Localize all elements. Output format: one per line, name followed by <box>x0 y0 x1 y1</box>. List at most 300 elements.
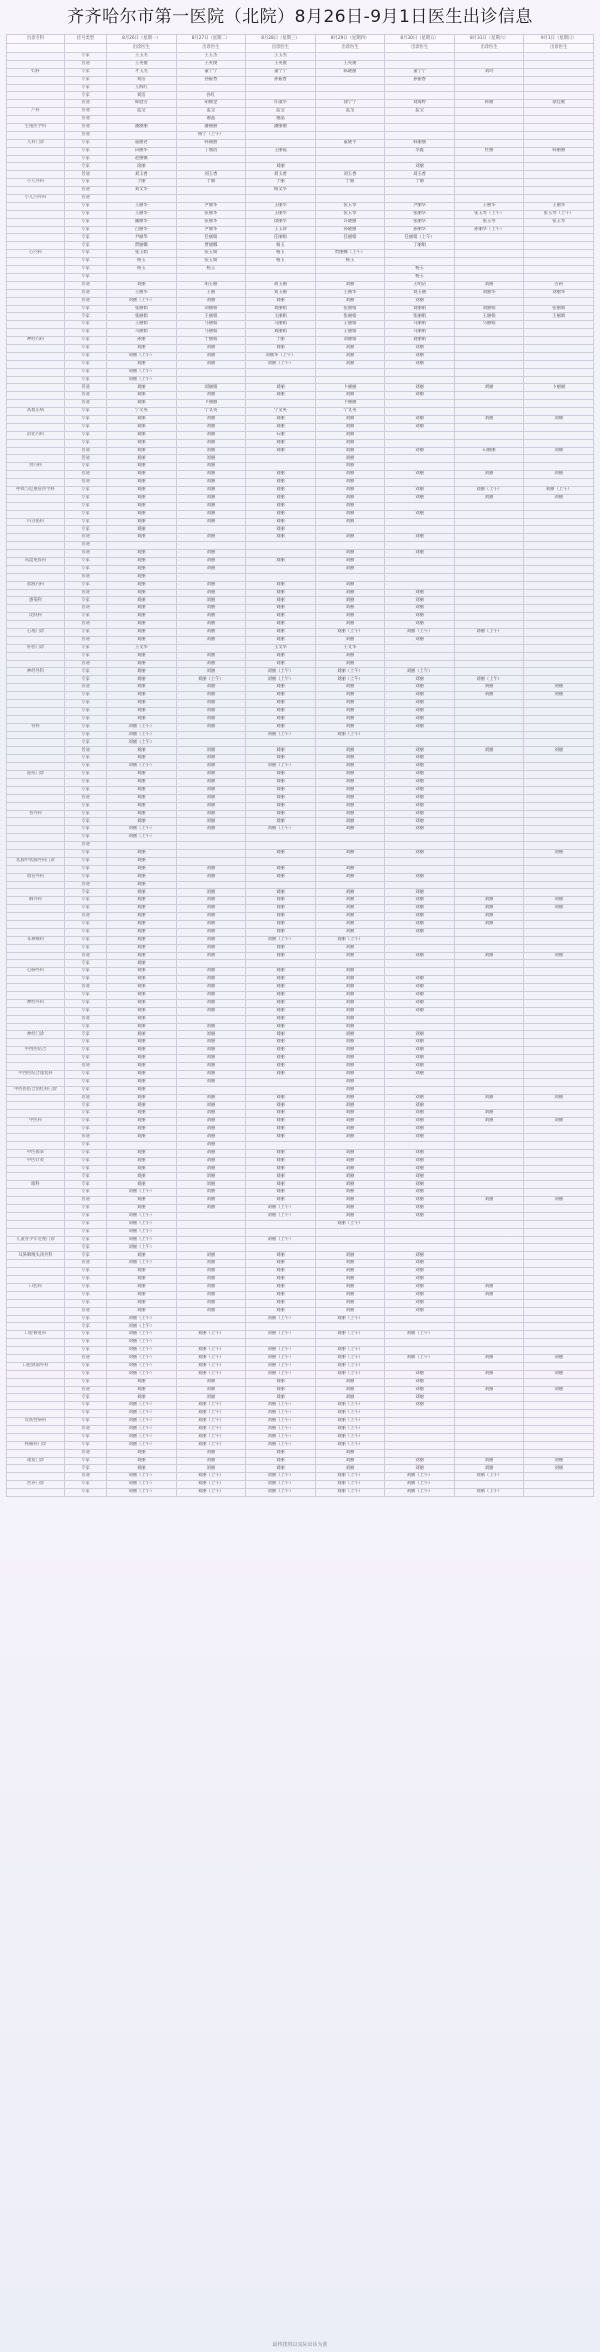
table-row <box>7 202 594 210</box>
doctor-cell <box>524 1268 594 1276</box>
doctor-cell: 董宁宁 <box>385 68 455 76</box>
type-cell: 专家 <box>65 234 107 242</box>
doctor-cell <box>315 155 385 163</box>
doctor-cell: 刘丽 <box>176 1031 246 1039</box>
doctor-cell: 刘丽 <box>107 1157 177 1165</box>
table-row <box>7 676 594 684</box>
doctor-cell: 刘丽 <box>454 684 524 692</box>
type-cell: 普通 <box>65 1063 107 1071</box>
type-cell: 专家 <box>65 494 107 502</box>
dept-cell <box>7 976 65 984</box>
doctor-cell: 刘丽 <box>176 1173 246 1181</box>
doctor-cell <box>454 1449 524 1457</box>
doctor-cell: 刘丽 <box>385 873 455 881</box>
doctor-cell <box>454 534 524 542</box>
table-row <box>7 195 594 203</box>
doctor-cell <box>454 707 524 715</box>
dept-cell <box>7 1410 65 1418</box>
type-cell: 普通 <box>65 621 107 629</box>
doctor-cell: 刘丽 <box>246 1126 316 1134</box>
doctor-cell: 刘丽 <box>176 991 246 999</box>
doctor-cell: 马丽娟 <box>246 321 316 329</box>
doctor-cell: 刘丽 <box>385 1039 455 1047</box>
doctor-cell: 刘丽 <box>246 700 316 708</box>
dept-cell <box>7 1078 65 1086</box>
type-cell: 专家 <box>65 1244 107 1252</box>
table-row <box>7 439 594 447</box>
doctor-cell: 刘丽（上午） <box>107 368 177 376</box>
doctor-cell <box>315 1141 385 1149</box>
table-row <box>7 1078 594 1086</box>
type-cell: 普通 <box>65 281 107 289</box>
doctor-cell: 刘丽 <box>315 1260 385 1268</box>
doctor-cell <box>454 1015 524 1023</box>
doctor-cell <box>385 463 455 471</box>
doctor-cell <box>524 558 594 566</box>
doctor-cell: 刘丽 <box>385 360 455 368</box>
doctor-cell: 刘丽 <box>385 889 455 897</box>
doctor-cell <box>524 431 594 439</box>
doctor-cell <box>454 581 524 589</box>
doctor-cell <box>524 195 594 203</box>
doctor-cell: 刘丽（上午） <box>246 1418 316 1426</box>
doctor-cell: 刘丽 <box>176 1157 246 1165</box>
doctor-cell: 刘丽（上午） <box>246 668 316 676</box>
table-row <box>7 337 594 345</box>
doctor-cell: 刘丽 <box>107 384 177 392</box>
dept-cell <box>7 1370 65 1378</box>
doctor-cell <box>176 849 246 857</box>
doctor-cell: 韩丽丽 <box>176 139 246 147</box>
doctor-cell: 刘丽（上午） <box>107 1441 177 1449</box>
doctor-cell: 刘丽 <box>107 707 177 715</box>
doctor-cell: 刘丽 <box>176 605 246 613</box>
doctor-cell <box>524 707 594 715</box>
doctor-cell: 刘丽 <box>315 1449 385 1457</box>
dept-cell: 心胸外科 <box>7 968 65 976</box>
type-cell: 专家 <box>65 1299 107 1307</box>
doctor-cell <box>454 1402 524 1410</box>
doctor-cell: 刘丽 <box>107 1173 177 1181</box>
doctor-cell: 刘丽 <box>385 692 455 700</box>
doctor-cell: 杨玉 <box>176 266 246 274</box>
doctor-cell: 刘丽娟 <box>385 337 455 345</box>
table-row <box>7 297 594 305</box>
doctor-cell: 刘丽 <box>246 952 316 960</box>
doctor-cell: 刘丽 <box>315 534 385 542</box>
doctor-cell <box>315 573 385 581</box>
doctor-cell <box>454 976 524 984</box>
doctor-cell: 刘丽 <box>107 1378 177 1386</box>
doctor-cell <box>524 1347 594 1355</box>
doctor-cell <box>454 1268 524 1276</box>
doctor-cell: 刘丽（上午） <box>315 1489 385 1497</box>
doctor-cell: 刘丽 <box>246 1276 316 1284</box>
doctor-cell: 刘丽 <box>107 913 177 921</box>
doctor-cell: 刘丽 <box>107 881 177 889</box>
doctor-cell: 刘丽 <box>385 905 455 913</box>
dept-cell <box>7 960 65 968</box>
doctor-cell: 刘丽 <box>176 1078 246 1086</box>
doctor-cell: 刘丽 <box>176 1299 246 1307</box>
dept-cell <box>7 1449 65 1457</box>
doctor-cell: 刘丽 <box>315 684 385 692</box>
doctor-cell: 刘丽（上午） <box>107 834 177 842</box>
doctor-cell: 马丽娟 <box>176 329 246 337</box>
table-row <box>7 1268 594 1276</box>
type-cell: 普通 <box>65 297 107 305</box>
doctor-cell <box>524 1149 594 1157</box>
type-cell: 专家 <box>65 226 107 234</box>
doctor-cell: 刘丽 <box>315 1126 385 1134</box>
doctor-cell: 刘丽 <box>107 1031 177 1039</box>
doctor-cell: 刘丽 <box>315 723 385 731</box>
dept-cell: 营养门诊 <box>7 1481 65 1489</box>
table-row <box>7 826 594 834</box>
type-cell: 专家 <box>65 1205 107 1213</box>
doctor-cell: 王丽华 <box>246 202 316 210</box>
dept-cell <box>7 313 65 321</box>
table-row <box>7 1354 594 1362</box>
type-cell: 普通 <box>65 534 107 542</box>
doctor-cell <box>454 76 524 84</box>
type-cell: 普通 <box>65 573 107 581</box>
doctor-cell <box>176 155 246 163</box>
table-row <box>7 313 594 321</box>
doctor-cell: 刘丽 <box>176 455 246 463</box>
doctor-cell <box>454 1205 524 1213</box>
dept-cell: 神经外科 <box>7 668 65 676</box>
table-row <box>7 818 594 826</box>
doctor-cell <box>315 131 385 139</box>
dept-cell: 中医科 <box>7 1118 65 1126</box>
doctor-cell: 刘丽 <box>107 960 177 968</box>
table-row <box>7 1433 594 1441</box>
doctor-cell: 刘丽 <box>454 1457 524 1465</box>
doctor-cell: 刘丽 <box>107 558 177 566</box>
doctor-cell <box>524 1078 594 1086</box>
table-row <box>7 589 594 597</box>
dept-cell <box>7 660 65 668</box>
doctor-cell: 刘丽 <box>454 471 524 479</box>
dept-cell: 骨科 <box>7 723 65 731</box>
type-cell: 普通 <box>65 1449 107 1457</box>
table-row <box>7 913 594 921</box>
dept-cell <box>7 76 65 84</box>
doctor-cell <box>385 865 455 873</box>
dept-cell: 口腔颌面外科 <box>7 1362 65 1370</box>
doctor-cell <box>454 258 524 266</box>
table-row <box>7 518 594 526</box>
doctor-cell <box>315 857 385 865</box>
doctor-cell: 刘丽 <box>315 1181 385 1189</box>
dept-cell <box>7 1094 65 1102</box>
doctor-cell: 刘丽 <box>524 1354 594 1362</box>
dept-cell <box>7 281 65 289</box>
doctor-cell <box>524 1055 594 1063</box>
doctor-cell <box>246 376 316 384</box>
doctor-cell <box>454 337 524 345</box>
doctor-cell: 刘丽 <box>107 1197 177 1205</box>
doctor-cell: 刘丽（上午） <box>107 1244 177 1252</box>
doctor-cell: 刘丽（上午） <box>176 1331 246 1339</box>
doctor-cell <box>454 1063 524 1071</box>
doctor-cell <box>524 1276 594 1284</box>
type-cell: 专家 <box>65 786 107 794</box>
doctor-cell: 刘丽（上午） <box>246 1370 316 1378</box>
doctor-cell: 于丽 <box>315 179 385 187</box>
type-cell: 专家 <box>65 865 107 873</box>
doctor-cell <box>107 116 177 124</box>
doctor-cell: 刘丽 <box>454 1465 524 1473</box>
doctor-cell <box>524 755 594 763</box>
doctor-cell: 刘丽 <box>107 1126 177 1134</box>
doctor-cell <box>454 171 524 179</box>
dept-cell: 口腔科 <box>7 1283 65 1291</box>
doctor-cell: 刘丽 <box>246 818 316 826</box>
doctor-cell: 刘丽 <box>176 755 246 763</box>
doctor-cell: 刘丽 <box>246 976 316 984</box>
doctor-cell: 刘丽 <box>107 865 177 873</box>
dept-cell: 耳鼻咽喉头颈外科 <box>7 1252 65 1260</box>
doctor-cell <box>524 1315 594 1323</box>
dept-cell <box>7 1244 65 1252</box>
table-row <box>7 534 594 542</box>
table-row <box>7 644 594 652</box>
doctor-cell: 刘丽 <box>315 1118 385 1126</box>
table-row <box>7 920 594 928</box>
dept-cell: 神经门诊 <box>7 1031 65 1039</box>
doctor-cell: 刘丽（上午） <box>246 1347 316 1355</box>
doctor-cell: 潘丽丽 <box>246 124 316 132</box>
doctor-cell <box>524 778 594 786</box>
doctor-cell <box>454 1039 524 1047</box>
doctor-cell: 刘丽 <box>107 1078 177 1086</box>
doctor-cell: 刘丽 <box>176 589 246 597</box>
type-cell: 专家 <box>65 321 107 329</box>
doctor-cell: 刘丽 <box>246 692 316 700</box>
doctor-cell: 刘丽 <box>176 707 246 715</box>
table-row <box>7 131 594 139</box>
doctor-cell <box>524 60 594 68</box>
doctor-cell <box>246 1086 316 1094</box>
doctor-cell: 刘丽 <box>246 502 316 510</box>
doctor-cell: 刘丽 <box>176 936 246 944</box>
doctor-cell: 刘丽 <box>176 344 246 352</box>
doctor-cell: 刘丽 <box>107 778 177 786</box>
doctor-cell <box>454 131 524 139</box>
doctor-cell: 刘丽 <box>246 1378 316 1386</box>
doctor-cell: 刘丽 <box>315 660 385 668</box>
table-row <box>7 218 594 226</box>
doctor-cell <box>385 1315 455 1323</box>
type-cell: 专家 <box>65 258 107 266</box>
dept-cell <box>7 471 65 479</box>
type-cell: 普通 <box>65 747 107 755</box>
type-cell: 专家 <box>65 163 107 171</box>
doctor-cell: 张玉娟 <box>176 250 246 258</box>
doctor-cell: 刘丽 <box>315 1197 385 1205</box>
doctor-cell: 刘丽 <box>315 897 385 905</box>
table-row <box>7 1402 594 1410</box>
doctor-cell <box>385 376 455 384</box>
doctor-cell: 尹丽华 <box>385 202 455 210</box>
table-row <box>7 408 594 416</box>
table-row <box>7 1181 594 1189</box>
type-cell: 专家 <box>65 1055 107 1063</box>
doctor-cell: 刘丽 <box>385 486 455 494</box>
doctor-cell: 刘丽（上午） <box>107 1402 177 1410</box>
doctor-cell: 王明洁 <box>385 281 455 289</box>
doctor-cell: 刘丽（上午） <box>385 1481 455 1489</box>
doctor-cell <box>246 842 316 850</box>
doctor-cell <box>524 1283 594 1291</box>
dept-cell <box>7 1212 65 1220</box>
doctor-cell <box>454 542 524 550</box>
doctor-cell <box>524 1086 594 1094</box>
doctor-cell <box>176 1315 246 1323</box>
doctor-cell <box>454 818 524 826</box>
type-cell: 专家 <box>65 928 107 936</box>
doctor-cell: 刘丽 <box>315 1157 385 1165</box>
doctor-cell: 刘丽（上午） <box>246 1402 316 1410</box>
doctor-cell: 刘丽 <box>176 818 246 826</box>
doctor-cell <box>524 550 594 558</box>
doctor-cell: 刘丽 <box>246 486 316 494</box>
doctor-cell: 刘丽 <box>176 471 246 479</box>
doctor-cell: 刘丽 <box>315 621 385 629</box>
doctor-cell <box>176 1086 246 1094</box>
doctor-cell <box>385 542 455 550</box>
doctor-cell: 刘丽 <box>107 597 177 605</box>
doctor-cell: 刘丽 <box>315 1252 385 1260</box>
doctor-cell: 刘丽 <box>385 786 455 794</box>
doctor-cell: 王英俊 <box>315 60 385 68</box>
doctor-cell <box>524 400 594 408</box>
doctor-cell <box>385 565 455 573</box>
dept-cell <box>7 786 65 794</box>
doctor-cell: 张丽娟 <box>107 313 177 321</box>
doctor-cell: 刘丽 <box>176 1268 246 1276</box>
doctor-cell <box>524 139 594 147</box>
doctor-cell: 刘丽 <box>107 873 177 881</box>
type-cell: 普通 <box>65 542 107 550</box>
doctor-cell: 刘丽 <box>246 920 316 928</box>
header-row <box>7 35 594 44</box>
type-cell: 专家 <box>65 1173 107 1181</box>
doctor-cell <box>454 116 524 124</box>
doctor-cell: 刘丽（上午） <box>107 723 177 731</box>
dept-cell <box>7 234 65 242</box>
doctor-cell: 刘丽（上午） <box>454 1489 524 1497</box>
doctor-cell: 刘丽 <box>315 1070 385 1078</box>
doctor-cell: 刘丽 <box>107 786 177 794</box>
table-row <box>7 715 594 723</box>
doctor-cell: 刘丽 <box>524 1197 594 1205</box>
doctor-cell: 刘丽 <box>385 1283 455 1291</box>
type-cell: 专家 <box>65 210 107 218</box>
table-row <box>7 991 594 999</box>
table-row <box>7 179 594 187</box>
doctor-cell: 董宁宁 <box>246 68 316 76</box>
table-row <box>7 1481 594 1489</box>
doctor-cell <box>385 1425 455 1433</box>
dept-cell <box>7 226 65 234</box>
doctor-cell: 刘丽 <box>385 163 455 171</box>
dept-cell: 皮肤科 <box>7 613 65 621</box>
table-row <box>7 1094 594 1102</box>
dept-cell <box>7 1473 65 1481</box>
doctor-cell: 刘丽 <box>107 849 177 857</box>
doctor-cell: 刘丽娟 <box>385 305 455 313</box>
dept-cell <box>7 305 65 313</box>
doctor-cell: 刘丽 <box>107 565 177 573</box>
doctor-cell <box>246 1078 316 1086</box>
dept-cell: 疼痛科门诊 <box>7 1441 65 1449</box>
doctor-cell: 刘丽 <box>385 510 455 518</box>
doctor-cell <box>315 116 385 124</box>
table-row <box>7 1197 594 1205</box>
doctor-cell <box>524 1252 594 1260</box>
type-cell: 专家 <box>65 668 107 676</box>
dept-cell <box>7 573 65 581</box>
doctor-cell: 刘丽（上午） <box>246 936 316 944</box>
doctor-cell <box>524 1394 594 1402</box>
doctor-cell: 于丽 <box>385 179 455 187</box>
table-row <box>7 116 594 124</box>
doctor-cell: 刘丽 <box>176 1260 246 1268</box>
doctor-cell: 刘丽 <box>315 1283 385 1291</box>
doctor-cell <box>524 991 594 999</box>
doctor-cell <box>454 786 524 794</box>
doctor-cell <box>454 849 524 857</box>
doctor-cell: 杨玉 <box>246 258 316 266</box>
table-row <box>7 60 594 68</box>
session-label: 出诊医生 <box>246 44 316 53</box>
doctor-cell <box>315 834 385 842</box>
doctor-cell: 刘丽 <box>107 1181 177 1189</box>
doctor-cell <box>524 629 594 637</box>
doctor-cell: 谢晶 <box>246 116 316 124</box>
doctor-cell: 刘丽 <box>176 944 246 952</box>
dept-cell <box>7 423 65 431</box>
dept-cell: 小儿内外科 <box>7 195 65 203</box>
dept-cell <box>7 439 65 447</box>
doctor-cell <box>385 739 455 747</box>
doctor-cell: 刘丽 <box>176 692 246 700</box>
dept-cell <box>7 352 65 360</box>
table-row <box>7 1086 594 1094</box>
type-cell: 专家 <box>65 1283 107 1291</box>
type-cell: 普通 <box>65 171 107 179</box>
dept-cell: 呼吸与危重症医学科 <box>7 486 65 494</box>
doctor-cell <box>524 1063 594 1071</box>
type-cell: 专家 <box>65 344 107 352</box>
table-row <box>7 794 594 802</box>
doctor-cell: 刘丽 <box>176 1457 246 1465</box>
doctor-cell: 刘丽 <box>107 1118 177 1126</box>
table-row <box>7 700 594 708</box>
table-row <box>7 755 594 763</box>
type-cell: 专家 <box>65 889 107 897</box>
doctor-cell: 刘丽 <box>246 1118 316 1126</box>
doctor-cell <box>454 810 524 818</box>
doctor-cell <box>524 1489 594 1497</box>
doctor-cell <box>524 668 594 676</box>
doctor-cell <box>524 723 594 731</box>
type-cell: 普通 <box>65 550 107 558</box>
doctor-cell: 刘丽（上午） <box>246 763 316 771</box>
